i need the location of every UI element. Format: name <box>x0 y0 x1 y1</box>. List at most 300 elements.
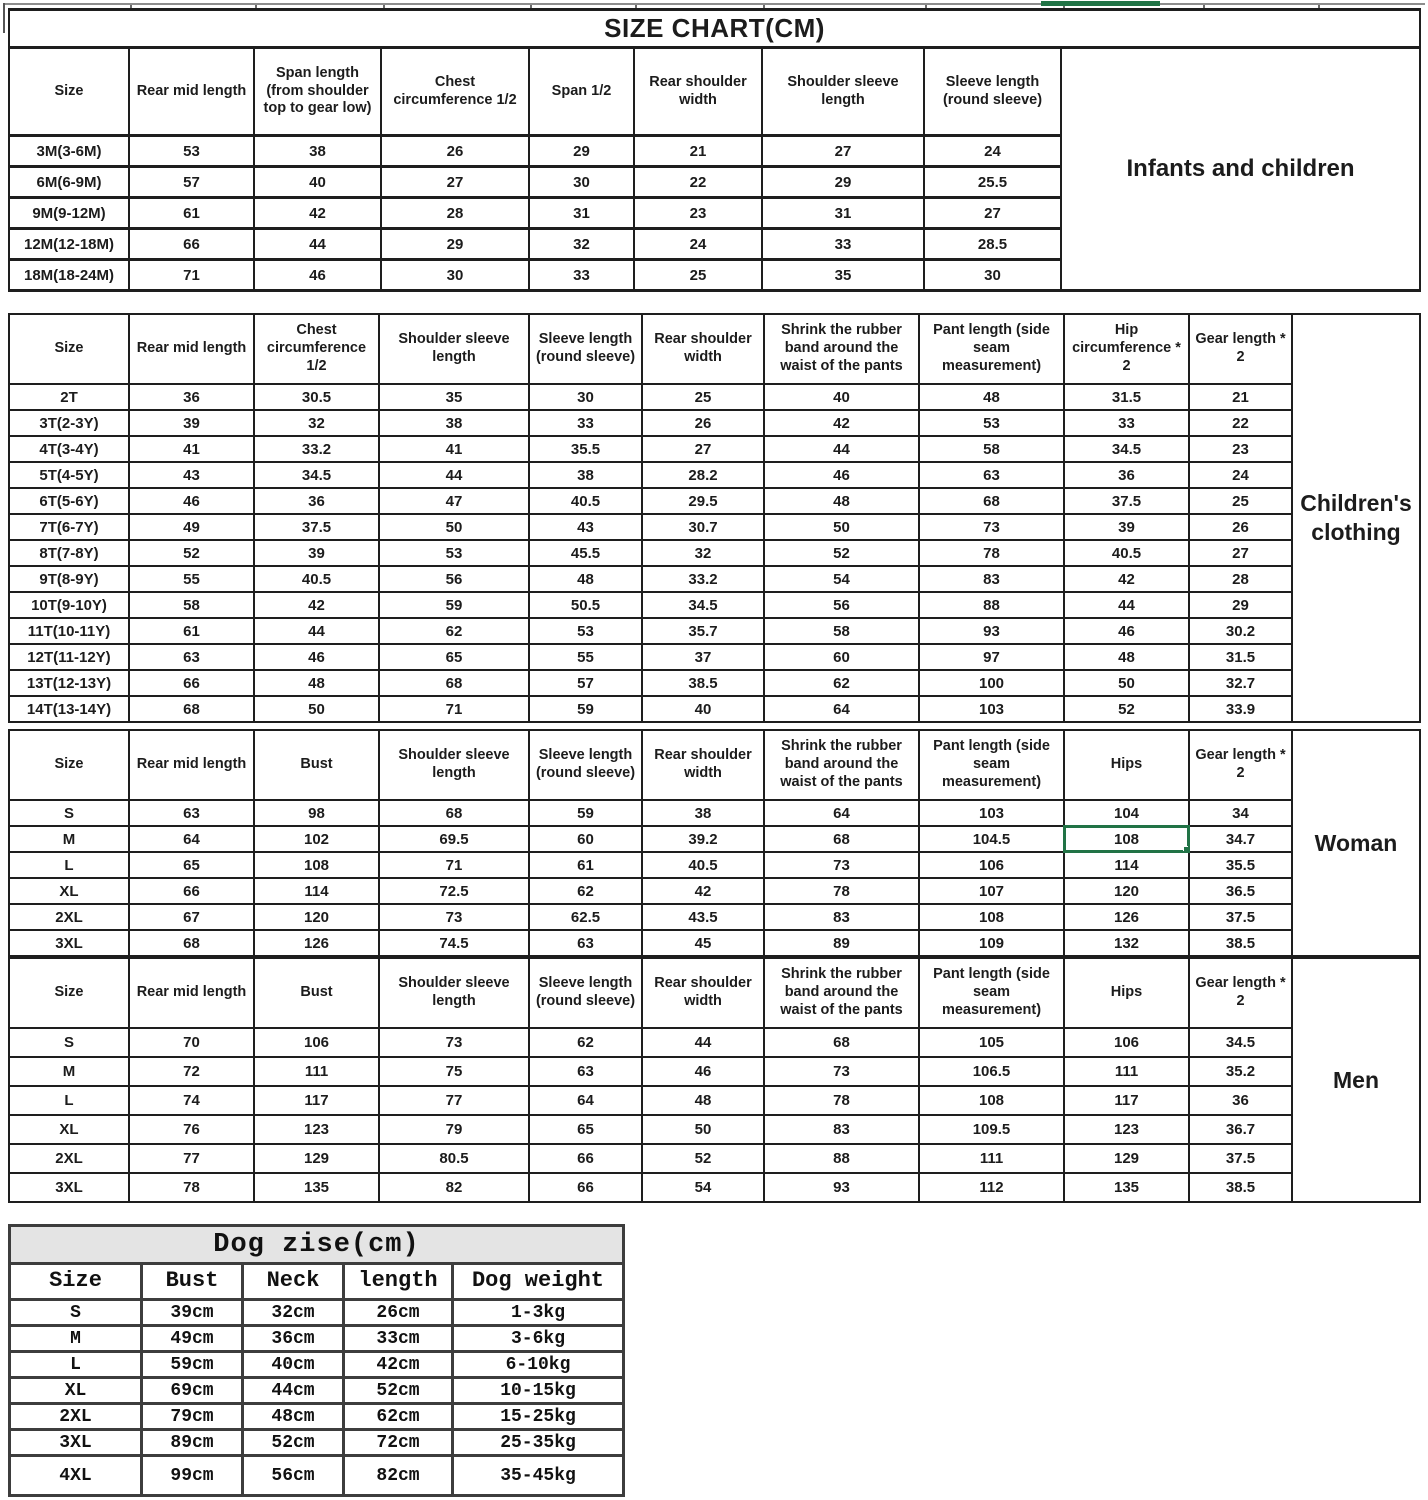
value-cell: 103 <box>919 800 1064 826</box>
selected-cell[interactable]: 108 <box>1064 826 1189 852</box>
value-cell: 43 <box>129 462 254 488</box>
selected-column-indicator <box>1041 1 1160 6</box>
value-cell: 3-6kg <box>453 1326 624 1352</box>
value-cell: 33 <box>529 260 634 291</box>
value-cell: 44 <box>642 1028 764 1057</box>
value-cell: 78 <box>764 878 919 904</box>
value-cell: 89cm <box>142 1430 243 1456</box>
value-cell: 46 <box>254 260 381 291</box>
value-cell: 73 <box>379 904 529 930</box>
value-cell: 120 <box>254 904 379 930</box>
value-cell: 44 <box>254 618 379 644</box>
value-cell: 120 <box>1064 878 1189 904</box>
size-cell: M <box>9 826 129 852</box>
value-cell: 88 <box>764 1144 919 1173</box>
value-cell: 66 <box>129 229 254 260</box>
value-cell: 27 <box>762 136 924 167</box>
header-row <box>10 1264 624 1300</box>
value-cell: 72.5 <box>379 878 529 904</box>
header-cell: Rear mid length <box>129 48 254 136</box>
value-cell: 82 <box>379 1173 529 1202</box>
value-cell: 34.5 <box>254 462 379 488</box>
header-row <box>9 314 1420 384</box>
header-cell: Size <box>9 730 129 800</box>
women-size-table <box>8 729 1421 957</box>
size-cell: 3XL <box>10 1430 142 1456</box>
value-cell: 68 <box>764 826 919 852</box>
value-cell: 55 <box>129 566 254 592</box>
value-cell: 43.5 <box>642 904 764 930</box>
value-cell: 48 <box>919 384 1064 410</box>
value-cell: 24 <box>1189 462 1292 488</box>
value-cell: 108 <box>919 1086 1064 1115</box>
size-cell: 8T(7-8Y) <box>9 540 129 566</box>
value-cell: 15-25kg <box>453 1404 624 1430</box>
header-cell: Rear shoulder width <box>642 314 764 384</box>
size-cell: 6M(6-9M) <box>9 167 129 198</box>
table-row <box>9 878 1420 904</box>
table-row <box>9 1115 1420 1144</box>
value-cell: 44 <box>764 436 919 462</box>
value-cell: 39 <box>254 540 379 566</box>
value-cell: 71 <box>129 260 254 291</box>
size-cell: XL <box>10 1378 142 1404</box>
value-cell: 43 <box>529 514 642 540</box>
value-cell: 27 <box>381 167 529 198</box>
value-cell: 38 <box>379 410 529 436</box>
value-cell: 26 <box>381 136 529 167</box>
value-cell: 50 <box>764 514 919 540</box>
table-row <box>9 1057 1420 1086</box>
value-cell: 6-10kg <box>453 1352 624 1378</box>
table-row <box>9 592 1420 618</box>
header-cell: Bust <box>254 958 379 1028</box>
value-cell: 53 <box>129 136 254 167</box>
value-cell: 35 <box>379 384 529 410</box>
value-cell: 30 <box>924 260 1061 291</box>
size-cell: 14T(13-14Y) <box>9 696 129 722</box>
value-cell: 80.5 <box>379 1144 529 1173</box>
value-cell: 56 <box>764 592 919 618</box>
value-cell: 36 <box>1064 462 1189 488</box>
value-cell: 52 <box>129 540 254 566</box>
header-cell: Rear mid length <box>129 314 254 384</box>
table-row <box>9 410 1420 436</box>
size-cell: S <box>10 1300 142 1326</box>
size-cell: 18M(18-24M) <box>9 260 129 291</box>
value-cell: 117 <box>254 1086 379 1115</box>
value-cell: 68 <box>379 800 529 826</box>
value-cell: 93 <box>919 618 1064 644</box>
size-cell: 3XL <box>9 1173 129 1202</box>
value-cell: 23 <box>1189 436 1292 462</box>
value-cell: 123 <box>254 1115 379 1144</box>
value-cell: 25 <box>634 260 762 291</box>
infants-size-table <box>8 8 1421 292</box>
value-cell: 28.2 <box>642 462 764 488</box>
value-cell: 24 <box>924 136 1061 167</box>
value-cell: 29 <box>1189 592 1292 618</box>
header-cell: Gear length * 2 <box>1189 314 1292 384</box>
value-cell: 10-15kg <box>453 1378 624 1404</box>
infants-group-label: Infants and children <box>1061 48 1420 291</box>
header-cell: Pant length (side seam measurement) <box>919 730 1064 800</box>
header-cell: Size <box>9 48 129 136</box>
value-cell: 36.5 <box>1189 878 1292 904</box>
table-row <box>10 1352 624 1378</box>
value-cell: 73 <box>919 514 1064 540</box>
value-cell: 41 <box>129 436 254 462</box>
size-cell: L <box>9 852 129 878</box>
header-cell: Pant length (side seam measurement) <box>919 958 1064 1028</box>
value-cell: 29 <box>381 229 529 260</box>
value-cell: 62.5 <box>529 904 642 930</box>
value-cell: 26 <box>642 410 764 436</box>
value-cell: 75 <box>379 1057 529 1086</box>
size-cell: L <box>10 1352 142 1378</box>
value-cell: 66 <box>129 670 254 696</box>
value-cell: 97 <box>919 644 1064 670</box>
value-cell: 61 <box>129 198 254 229</box>
header-cell: Bust <box>142 1264 243 1300</box>
value-cell: 31 <box>762 198 924 229</box>
value-cell: 129 <box>254 1144 379 1173</box>
size-cell: 5T(4-5Y) <box>9 462 129 488</box>
sheet-top-gridline <box>3 3 1425 5</box>
value-cell: 106 <box>254 1028 379 1057</box>
value-cell: 76 <box>129 1115 254 1144</box>
value-cell: 132 <box>1064 930 1189 956</box>
value-cell: 59 <box>379 592 529 618</box>
value-cell: 36.7 <box>1189 1115 1292 1144</box>
header-cell: Chest circumference 1/2 <box>381 48 529 136</box>
size-cell: XL <box>9 1115 129 1144</box>
table-row <box>9 1086 1420 1115</box>
value-cell: 44 <box>254 229 381 260</box>
value-cell: 38 <box>529 462 642 488</box>
value-cell: 39 <box>129 410 254 436</box>
value-cell: 106 <box>1064 1028 1189 1057</box>
value-cell: 40 <box>764 384 919 410</box>
size-cell: 2XL <box>10 1404 142 1430</box>
value-cell: 64 <box>129 826 254 852</box>
value-cell: 71 <box>379 696 529 722</box>
men-group-label: Men <box>1292 958 1420 1202</box>
header-row <box>9 48 1420 136</box>
value-cell: 50 <box>642 1115 764 1144</box>
value-cell: 83 <box>764 1115 919 1144</box>
value-cell: 30.5 <box>254 384 379 410</box>
value-cell: 33.2 <box>642 566 764 592</box>
value-cell: 109 <box>919 930 1064 956</box>
value-cell: 35-45kg <box>453 1456 624 1496</box>
header-cell: Shoulder sleeve length <box>762 48 924 136</box>
size-cell: 13T(12-13Y) <box>9 670 129 696</box>
table-row <box>10 1326 624 1352</box>
value-cell: 44cm <box>243 1378 344 1404</box>
value-cell: 50 <box>254 696 379 722</box>
dog-table-title: Dog zise(cm) <box>10 1226 624 1264</box>
value-cell: 58 <box>764 618 919 644</box>
header-cell: Rear shoulder width <box>642 958 764 1028</box>
value-cell: 54 <box>764 566 919 592</box>
value-cell: 46 <box>129 488 254 514</box>
value-cell: 93 <box>764 1173 919 1202</box>
value-cell: 47 <box>379 488 529 514</box>
value-cell: 33 <box>762 229 924 260</box>
table-row <box>10 1300 624 1326</box>
value-cell: 65 <box>529 1115 642 1144</box>
value-cell: 32 <box>254 410 379 436</box>
value-cell: 123 <box>1064 1115 1189 1144</box>
value-cell: 63 <box>529 1057 642 1086</box>
value-cell: 59cm <box>142 1352 243 1378</box>
value-cell: 34.5 <box>1064 436 1189 462</box>
value-cell: 42 <box>1064 566 1189 592</box>
value-cell: 83 <box>764 904 919 930</box>
value-cell: 57 <box>529 670 642 696</box>
value-cell: 112 <box>919 1173 1064 1202</box>
table-row <box>9 826 1420 852</box>
value-cell: 32 <box>642 540 764 566</box>
value-cell: 65 <box>379 644 529 670</box>
value-cell: 63 <box>129 644 254 670</box>
size-cell: S <box>9 800 129 826</box>
value-cell: 126 <box>254 930 379 956</box>
header-cell: Bust <box>254 730 379 800</box>
value-cell: 103 <box>919 696 1064 722</box>
value-cell: 63 <box>919 462 1064 488</box>
header-cell: Span 1/2 <box>529 48 634 136</box>
table-row <box>9 800 1420 826</box>
value-cell: 108 <box>254 852 379 878</box>
table-row <box>10 1430 624 1456</box>
value-cell: 37.5 <box>254 514 379 540</box>
value-cell: 58 <box>919 436 1064 462</box>
size-cell: 3M(3-6M) <box>9 136 129 167</box>
value-cell: 21 <box>1189 384 1292 410</box>
value-cell: 39 <box>1064 514 1189 540</box>
value-cell: 62 <box>379 618 529 644</box>
value-cell: 26cm <box>344 1300 453 1326</box>
value-cell: 57 <box>129 167 254 198</box>
size-cell: 2XL <box>9 1144 129 1173</box>
value-cell: 40.5 <box>642 852 764 878</box>
value-cell: 71 <box>379 852 529 878</box>
header-cell: Shoulder sleeve length <box>379 958 529 1028</box>
table-row <box>9 514 1420 540</box>
value-cell: 68 <box>379 670 529 696</box>
value-cell: 38.5 <box>642 670 764 696</box>
value-cell: 30 <box>529 384 642 410</box>
value-cell: 27 <box>642 436 764 462</box>
header-cell: Rear shoulder width <box>634 48 762 136</box>
value-cell: 89 <box>764 930 919 956</box>
value-cell: 62cm <box>344 1404 453 1430</box>
value-cell: 49 <box>129 514 254 540</box>
value-cell: 53 <box>919 410 1064 436</box>
value-cell: 48cm <box>243 1404 344 1430</box>
value-cell: 31.5 <box>1064 384 1189 410</box>
value-cell: 62 <box>529 1028 642 1057</box>
value-cell: 52cm <box>344 1378 453 1404</box>
header-cell: Size <box>9 958 129 1028</box>
value-cell: 34.5 <box>642 592 764 618</box>
value-cell: 65 <box>129 852 254 878</box>
value-cell: 40 <box>254 167 381 198</box>
header-cell: Span length (from shoulder top to gear low) <box>254 48 381 136</box>
table-row <box>9 1028 1420 1057</box>
header-cell: Size <box>9 314 129 384</box>
header-cell: Rear mid length <box>129 730 254 800</box>
value-cell: 73 <box>764 852 919 878</box>
value-cell: 48 <box>764 488 919 514</box>
value-cell: 77 <box>129 1144 254 1173</box>
value-cell: 114 <box>254 878 379 904</box>
value-cell: 46 <box>254 644 379 670</box>
value-cell: 50.5 <box>529 592 642 618</box>
value-cell: 30 <box>529 167 634 198</box>
children-size-table <box>8 313 1421 723</box>
value-cell: 98 <box>254 800 379 826</box>
value-cell: 135 <box>254 1173 379 1202</box>
header-cell: Shoulder sleeve length <box>379 314 529 384</box>
value-cell: 38.5 <box>1189 930 1292 956</box>
value-cell: 33 <box>529 410 642 436</box>
value-cell: 40.5 <box>1064 540 1189 566</box>
value-cell: 72 <box>129 1057 254 1086</box>
value-cell: 28 <box>1189 566 1292 592</box>
value-cell: 45.5 <box>529 540 642 566</box>
value-cell: 49cm <box>142 1326 243 1352</box>
value-cell: 1-3kg <box>453 1300 624 1326</box>
value-cell: 21 <box>634 136 762 167</box>
header-cell: Gear length * 2 <box>1189 730 1292 800</box>
table-row <box>10 1456 624 1496</box>
value-cell: 35 <box>762 260 924 291</box>
size-cell: M <box>10 1326 142 1352</box>
value-cell: 37.5 <box>1064 488 1189 514</box>
table-row <box>9 384 1420 410</box>
value-cell: 36 <box>254 488 379 514</box>
header-cell: Shrink the rubber band around the waist of the pants <box>764 730 919 800</box>
value-cell: 62 <box>529 878 642 904</box>
value-cell: 31.5 <box>1189 644 1292 670</box>
size-cell: 12T(11-12Y) <box>9 644 129 670</box>
header-cell: Dog weight <box>453 1264 624 1300</box>
value-cell: 74.5 <box>379 930 529 956</box>
value-cell: 39.2 <box>642 826 764 852</box>
table-row <box>10 1404 624 1430</box>
value-cell: 46 <box>764 462 919 488</box>
value-cell: 111 <box>919 1144 1064 1173</box>
value-cell: 83 <box>919 566 1064 592</box>
dog-size-table <box>8 1224 625 1497</box>
value-cell: 40.5 <box>529 488 642 514</box>
value-cell: 48 <box>642 1086 764 1115</box>
header-cell: Chest circumference 1/2 <box>254 314 379 384</box>
value-cell: 104 <box>1064 800 1189 826</box>
value-cell: 41 <box>379 436 529 462</box>
value-cell: 22 <box>634 167 762 198</box>
value-cell: 73 <box>764 1057 919 1086</box>
size-cell: 2XL <box>9 904 129 930</box>
value-cell: 61 <box>529 852 642 878</box>
size-cell: 12M(12-18M) <box>9 229 129 260</box>
value-cell: 38 <box>642 800 764 826</box>
size-cell: 10T(9-10Y) <box>9 592 129 618</box>
value-cell: 106 <box>919 852 1064 878</box>
value-cell: 73 <box>379 1028 529 1057</box>
value-cell: 52 <box>642 1144 764 1173</box>
value-cell: 52 <box>764 540 919 566</box>
table-row <box>10 1378 624 1404</box>
value-cell: 114 <box>1064 852 1189 878</box>
table-row <box>9 696 1420 722</box>
header-cell: Gear length * 2 <box>1189 958 1292 1028</box>
value-cell: 50 <box>1064 670 1189 696</box>
value-cell: 26 <box>1189 514 1292 540</box>
value-cell: 44 <box>379 462 529 488</box>
sheet-left-gridline <box>3 3 5 33</box>
value-cell: 102 <box>254 826 379 852</box>
value-cell: 63 <box>529 930 642 956</box>
value-cell: 29.5 <box>642 488 764 514</box>
size-chart-title: SIZE CHART(CM) <box>9 10 1420 48</box>
header-cell: Rear mid length <box>129 958 254 1028</box>
value-cell: 25 <box>642 384 764 410</box>
value-cell: 62 <box>764 670 919 696</box>
value-cell: 48 <box>254 670 379 696</box>
value-cell: 33.2 <box>254 436 379 462</box>
table-row <box>9 462 1420 488</box>
header-row <box>9 958 1420 1028</box>
value-cell: 74 <box>129 1086 254 1115</box>
size-cell: 4XL <box>10 1456 142 1496</box>
value-cell: 33cm <box>344 1326 453 1352</box>
header-cell: Neck <box>243 1264 344 1300</box>
value-cell: 67 <box>129 904 254 930</box>
value-cell: 29 <box>529 136 634 167</box>
header-cell: Shrink the rubber band around the waist of the pants <box>764 314 919 384</box>
value-cell: 107 <box>919 878 1064 904</box>
value-cell: 40 <box>642 696 764 722</box>
value-cell: 117 <box>1064 1086 1189 1115</box>
value-cell: 30 <box>381 260 529 291</box>
value-cell: 72cm <box>344 1430 453 1456</box>
value-cell: 52 <box>1064 696 1189 722</box>
value-cell: 68 <box>764 1028 919 1057</box>
value-cell: 82cm <box>344 1456 453 1496</box>
size-cell: 7T(6-7Y) <box>9 514 129 540</box>
size-cell: XL <box>9 878 129 904</box>
value-cell: 32cm <box>243 1300 344 1326</box>
value-cell: 40.5 <box>254 566 379 592</box>
value-cell: 60 <box>529 826 642 852</box>
value-cell: 63 <box>129 800 254 826</box>
value-cell: 100 <box>919 670 1064 696</box>
value-cell: 48 <box>529 566 642 592</box>
value-cell: 37 <box>642 644 764 670</box>
value-cell: 58 <box>129 592 254 618</box>
value-cell: 29 <box>762 167 924 198</box>
value-cell: 34.5 <box>1189 1028 1292 1057</box>
size-cell: 9M(9-12M) <box>9 198 129 229</box>
value-cell: 32 <box>529 229 634 260</box>
size-cell: 3XL <box>9 930 129 956</box>
value-cell: 79 <box>379 1115 529 1144</box>
value-cell: 64 <box>764 800 919 826</box>
